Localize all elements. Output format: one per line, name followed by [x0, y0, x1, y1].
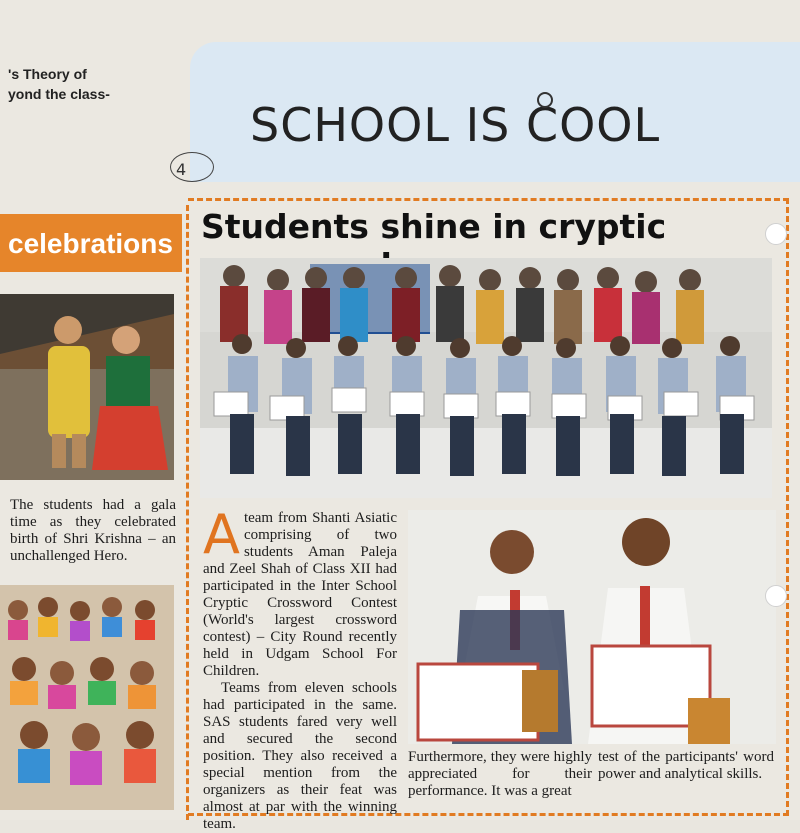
article-dropcap: A	[203, 503, 240, 566]
group-photo	[200, 258, 772, 498]
punch-hole-icon	[765, 223, 787, 245]
article-column-2: Furthermore, they were highly appreciated for their performance. It was a great	[408, 749, 592, 799]
article-lead: team from Shanti Asiatic comprising of two students Aman Paleja and Zeel Shah of Class XII had participated in the Inter School Cryptic Crossword Contest (World's largest crossword contest) – City Round recently held in Udgam School For Children.	[203, 510, 397, 679]
article-column-1	[203, 503, 397, 833]
snippet-line-2: yond the class-	[8, 86, 110, 102]
article-paragraph-2: Teams from eleven schools had participated in the same. SAS students fared very well and secured the second position. They also received a special mention from the organizers as their feat was almost at par with the winning team.	[203, 680, 397, 832]
punch-hole-icon	[765, 585, 787, 607]
handwritten-note: 4	[176, 160, 187, 179]
masthead-degree-mark	[537, 92, 553, 108]
masthead-title: SCHOOL IS COOL	[250, 98, 661, 152]
article-column-3: test of the participants' word power and analytical skills.	[598, 749, 774, 782]
students-crowd-photo	[0, 585, 174, 810]
celebrations-header: celebrations	[8, 228, 173, 259]
left-caption: The students had a gala time as they celebrated birth of Shri Krishna – an unchallenged Hero.	[10, 497, 176, 564]
top-left-snippet	[8, 64, 178, 104]
article-headline: Students shine in cryptic	[201, 207, 667, 246]
snippet-line-1: 's Theory of	[8, 66, 87, 82]
krishna-photo	[0, 294, 174, 480]
winners-photo	[408, 510, 776, 744]
